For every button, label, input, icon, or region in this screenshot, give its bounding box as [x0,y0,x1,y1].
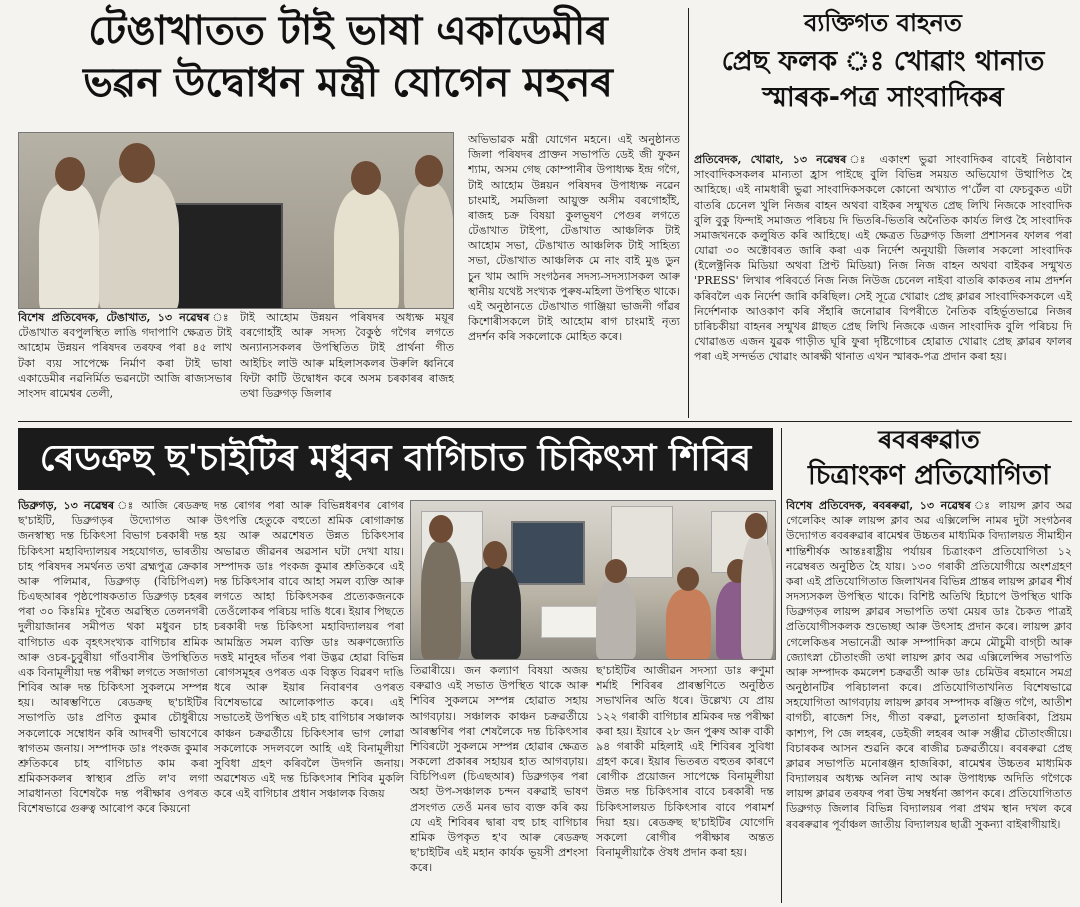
right-story-dateline: প্ৰতিবেদক, খোৱাং, ১৩ নৱেম্বৰ [694,153,847,166]
red-cross-col3-text: তিৱাৰীয়ে। জন কল্যাণ বিষয়া অজয় বৰুৱাও এই সভাত উপস্থিত থাকে আৰু শিবিৰ সুকলমে সম্পন্ন হোৱাত সহায় আগবঢ়ায়। সঞ্চালক কাঞ্চন চক্ৰৱৰ্তীয়ে আৰম্ভণিৰ পৰা শেষলৈকে দন্ত চিকিৎসাৰ শিবিৰটো সুকলমে সম্পন্ন হোৱাৰ ক্ষেত্ৰত সকলো প্ৰকাৰৰ সহায়ৰ হাত আগবঢ়ায়। বিচিপিএল (চিএছআৰ) ডিব্ৰুগড়ৰ পৰা অহা উপ-সঞ্চালক চন্দন বৰুৱাই ভাষণ প্ৰসংগত তেওঁ মনৰ ভাব ব্যক্ত কৰি কয় যে এই শিবিৰৰ দ্বাৰা বহু চাহ বাগিচাৰ শ্ৰমিক উপকৃত হ'ব আৰু ৰেডক্ৰছ ছ'চাইটিৰ এই মহান কাৰ্যক ভূয়সী প্ৰশংসা কৰে। [410,664,588,875]
red-cross-col2-text: দন্ত ৰোগৰ পৰা আৰু বিভিন্নধৰণৰ ৰোগৰ উৎপত্তি হেতুকে বহুতো শ্ৰমিক ৰোগাক্ৰান্ত হয় আৰু অৱশেষত উন্নত চিকিৎসাৰ অভাৱত জীৱনৰ অৱসান ঘটা দেখা যায়। সম্পাদক ডাঃ পংকজ কুমাৰ শ্ৰুতিকৰে এই দন্ত চিকিৎসাৰ বাবে আহা সমল ব্যক্তি আৰু লগতে আহা চিকিৎসকৰ প্ৰত্যেকজনকে তেওঁলোকৰ পৰিচয় দাঙি ধৰে। ইয়াৰ পিছতে চৰকাৰী দন্ত চিকিৎসা মহাবিদ্যালয়ৰ পৰা আমন্ত্ৰিত সমল ব্যক্তি ডাঃ অৰুণজ্যোতি দত্তই মানুহৰ দাঁতৰ পৰা উদ্ভৱ হোৱা বিভিন্ন ৰোগসমূহৰ ওপৰত এক বিস্তৃত বিৱৰণ দাঙি ধৰে আৰু ইয়াৰ নিবাৰণৰ ওপৰত বিশেষভাৱে আলোকপাত কৰে। এই সভাতেই উপস্থিত এই চাহ বাগিচাৰ সঞ্চালক কাঞ্চন চক্ৰৱৰ্তীয়ে চিকিৎসাৰ ভাগ লোৱা সকলোকে সদলবলে আহি এই বিনামূলীয়া সুবিধা গ্ৰহণ কৰিবলৈ উদগনি জনায়। অৱশেষত এই দন্ত চিকিৎসাৰ শিবিৰ মুকলি কৰে এই বাগিচাৰ প্ৰধান সঞ্চালক বিজয় [214,499,404,801]
red-cross-col4 [596,663,774,903]
drawing-story-text: ঃ লায়ন্স ক্লাব অৱ গেলেকিং আৰু লায়ন্স ক্লাব অৱ এক্সিলেন্সি নামৰ দুটা সংগঠনৰ উদ্যোগত ৰবৰৰুৱাৰ ৰামেশ্বৰ উচ্চতৰ মাধ্যমিক বিদ্যালয়ত সীমাহীন শান্তিশীৰ্ষক আন্তঃৰাষ্ট্ৰীয় পৰ্যায়ৰ চিত্ৰাংকণ প্ৰতিযোগিতা ১২ নৱেম্বৰত অনুষ্ঠিত হৈ যায়। ১৩০ গৰাকী প্ৰতিযোগীয়ে অংশগ্ৰহণ কৰা এই প্ৰতিযোগিতাত জিলাখনৰ বিভিন্ন প্ৰান্তৰ লায়ন্স ক্লাৱৰ শীৰ্ষ সদস্যসকল উপস্থিত থাকে। বিশিষ্ট অতিথি হিচাপে উপস্থিত থাকি ডিব্ৰুগড়ৰ লায়ন্স ক্লাৱৰ সভাপতি তথা মেয়ৰ ডাঃ চৈকত পাত্ৰই প্ৰতিযোগীসকলক শুভেচ্ছা আৰু উৎসাহ প্ৰদান কৰে। লায়ন্স ক্লাব গেলেকিঙৰ সভানেত্ৰী আৰু সম্পাদিকা ক্ৰমে মৌচুমী বাগ্চী আৰু জ্যোৎস্না চৌতাংজী তথা লায়ন্স ক্লাব অৱ এক্সিলেন্সিৰ সভাপতি আৰু সম্পাদক কমলেশ চক্ৰৱৰ্তী আৰু ডাঃ চেমিউৰ ৰহমানে সমগ্ৰ অনুষ্ঠানটিৰ পৰিচালনা কৰে। প্ৰতিযোগিতাখনিত বিশেষভাৱে সহযোগিতা আগবঢ়ায় লায়ন্স ক্লাবৰ সম্পাদক ৰঞ্জিত গগৈ, আতীশ বাগচী, ৰাজেশ সিং, গীতা বৰুৱা, চুলতানা হাজৰিকা, প্ৰিয়ম কাশ্যপ, পি জে লহৰৰ, ডেইজী লহৰৰ আৰু সঞ্জীৱ চৌতাংজীয়ে। বিচাৰকৰ আসন শুৱনি কৰে ৰাজীৱ চক্ৰৱৰ্তীয়ে। ৰবৰৰুৱা প্ৰেছ ক্লাৱৰ সভাপতি মনোৰঞ্জন হাজৰিকা, ৰামেশ্বৰ উচ্চতৰ মাধ্যমিক বিদ্যালয়ৰ অধ্যক্ষ অনিল নাথ আৰু উপাধ্যক্ষ অদিতি গগৈকে লায়ন্স ক্লাৱৰ তৰফৰ পৰা উষ্ম সম্বৰ্ধনা জ্ঞাপন কৰে। প্ৰতিযোগিতাত ডিব্ৰুগড় জিলাৰ বিভিন্ন বিদ্যালয়ৰ পৰা প্ৰথম স্থান দখল কৰে ৰবৰৰুৱাৰ পূৰ্বাঞ্চল জাতীয় বিদ্যালয়ৰ ছাত্ৰী সুকন্যা বাইৰাগীয়াই। [786,499,1072,831]
drawing-headline-line1: ৰবৰৰুৱাত [878,425,980,454]
red-cross-headline: ৰেডক্ৰছ ছ'চাইটিৰ মধুবন বাগিচাত চিকিৎসা শিবিৰ [18,428,773,490]
red-cross-col1 [18,498,208,903]
top-story-col2 [240,310,454,418]
section-divider [18,421,1072,422]
right-story-body [694,152,1072,418]
column-divider-lower [781,428,782,903]
drawing-story-body [786,498,1072,903]
top-story-col1-text: টেঙাখাত ৰবপুলস্থিত লাঙি গদাপাণি ক্ষেত্ৰত টাই আহোম উন্নয়ন পৰিষদৰ তৰফৰ পৰা ৪৫ লাখ টকা ব্যয় সাপেক্ষে নিৰ্মাণ কৰা টাই ভাষা একাডেমীৰ নৱনিৰ্মিত ভৱনটো আজি ৰাজ্যসভাৰ সাংসদ ৰামেশ্বৰ তেলী, [18,326,232,400]
red-cross-photo [410,500,776,660]
top-story-col1 [18,310,232,418]
column-divider [688,8,689,418]
right-headline-line2: প্ৰেছ ফলক ঃ খোৱাং থানাত [721,46,1045,77]
top-story-col2-text: টাই আহোম উন্নয়ন পৰিষদৰ অধ্যক্ষ ময়ূৰ বৰগোহাঁই আৰু সদস্য বৈকুণ্ঠ গগৈৰ লগতে অন্যান্যসকলৰ উপস্থিতিত টাই প্ৰাৰ্থনা গীত আইচিং লাউ আৰু মহিলাসকলৰ উৰুলি ধ্বনিৰে ফিটা কাটি উদ্বোধন কৰে অসম চৰকাৰৰ ৰাজহ তথা ডিব্ৰুগড় জিলাৰ [240,311,454,400]
top-story-photo [18,132,454,309]
red-cross-col4-text: ছ'চাইটিৰ আজীৱন সদস্যা ডাঃ ৰুণুমা শৰ্মাই শিবিৰৰ প্ৰাৰম্ভণিতে অনুষ্ঠিত সভাখনিৰ অতি ধৰে। উল্লেখ্য যে প্ৰায় ১২২ গৰাকী বাগিচাৰ শ্ৰমিকৰ দন্ত পৰীক্ষা কৰা হয়। ইয়াৰে ২৮ জন পুৰুষ আৰু বাকী ৯৪ গৰাকী মহিলাই এই শিবিৰৰ সুবিধা গ্ৰহণ কৰে। ইয়াৰ ভিতৰত বহুতৰ কাৰণে ৰোগীক প্ৰয়োজন সাপেক্ষে বিনামূলীয়া উন্নত দন্ত চিকিৎসাৰ বাবে চৰকাৰী দন্ত চিকিৎসালয়ত চিকিৎসাৰ বাবে পৰামৰ্শ দিয়া হয়। ৰেডক্ৰছ ছ'চাইটিৰ যোগেদি সকলো ৰোগীৰ পৰীক্ষাৰ অন্তত বিনামূলীয়াকৈ ঔষধ প্ৰদান কৰা হয়। [596,664,774,860]
top-headline [18,8,678,112]
drawing-headline [786,426,1072,498]
red-cross-col2 [214,498,404,903]
top-headline-line2: ভৱন উদ্বোধন মন্ত্ৰী যোগেন মহনৰ [83,60,613,106]
drawing-headline-line2: চিত্ৰাংকণ প্ৰতিযোগিতা [807,460,1051,491]
drawing-dateline: বিশেষ প্ৰতিবেদক, ৰবৰৰুৱা, ১৩ নৱেম্বৰ [786,499,971,512]
top-story-col3-text: অভিভাৱক মন্ত্ৰী যোগেন মহনে। এই অনুষ্ঠানত জিলা পৰিষদৰ প্ৰাক্তন সভাপতি ডেই জী ফুকন শ্যাম, অসম গেছ কোম্পানীৰ উপাধ্যক্ষ ইন্দ্ৰ গগৈ, টাই আহোম উন্নয়ন পৰিষদৰ উপাধ্যক্ষ নৱেন চাংমাই, সমজিলা আয়ুক্ত অসীম বৰগোহাঁই, ৰাজহ চক্ৰ বিষয়া কুলভূষণ পেগুৰ লগতে টেঙাখাত টাইপা, টেঙাখাত আঞ্চলিক টাই আহোম সভা, টেঙাখাত আঞ্চলিক টাই সাহিত্য সভা, টেঙাখাত আঞ্চলিক মে নাং বাই মুঙ ডুন চুন খাম আদি সংগঠনৰ সদস্য-সদস্যাসকল আৰু স্থানীয় যথেষ্ট সংখ্যক পুৰুষ-মহিলা উপস্থিত থাকে। এই অনুষ্ঠানতে টেঙাখাত গাঞ্জিয়া ভাজনী গাঁৱৰ কিশোৰীসকলে টাই আহোম ৰাগ চাংমাই নৃত্য প্ৰদৰ্শন কৰি সকলোকে মোহিত কৰে। [468,133,680,344]
right-headline-line1: ব্যক্তিগত বাহনত [804,9,962,37]
red-cross-dateline: ডিব্ৰুগড়, ১৩ নৱেম্বৰ [18,499,115,512]
top-story-dateline: বিশেষ প্ৰতিবেদক, টেঙাখাত, ১৩ নৱেম্বৰ [18,311,210,324]
red-cross-col1-text: ঃ আজি ৰেডক্ৰছ ছ'চাইটি, ডিব্ৰুগড়ৰ উদ্যোগত আৰু জনস্বাস্থ্য দন্ত চিকিৎসা বিভাগ চৰকাৰী দন্ত চিকিৎসা মহাবিদ্যালয়ৰ সহযোগত, ভাৰতীয় চাহ পৰিষদৰ সমৰ্থনত তথা ব্ৰহ্মপুত্ৰ ক্ৰেকাৰ আৰু পলিমাৰ, ডিব্ৰুগড় (বিচিপিএল) চিএছআৰৰ পৃষ্ঠপোষকতাত ডিব্ৰুগড় চহৰৰ পৰা ৩০ কিঃমিঃ দূৰৈত অৱস্থিত তেলনগৰী দুলীয়াজানৰ সমীপত থকা মধুবন চাহ বাগিচাত এক বৃহৎসংখ্যক বাগিচাৰ শ্ৰমিক আৰু ওচৰ-চুবুৰীয়া গাঁওবাসীৰ উপস্থিতিত এক বিনামূলীয়া দন্ত পৰীক্ষা লগতে সজাগতা শিবিৰ আৰু দন্ত চিকিৎসা সুকলমে সম্পন্ন হয়। আৰম্ভণিতে ৰেডক্ৰছ ছ'চাইটিৰ সভাপতি ডাঃ প্ৰণিত কুমাৰ চৌধুৰীয়ে সকলোকে সম্বোধন কৰি আদৰণী ভাষণেৰে স্বাগতম জনায়। সম্পাদক ডাঃ পংকজ কুমাৰ শ্ৰুতিকৰে চাহ বাগিচাত কাম কৰা শ্ৰমিকসকলৰ স্বাস্থ্যৰ প্ৰতি ল'ব লগা সাৱধানতা বিশেষকৈ দন্ত পৰীক্ষাৰ ওপৰত বিশেষভাৱে গুৰুত্ব আৰোপ কৰে কিয়নো [18,499,208,816]
plaque [169,203,283,309]
right-headline-line3: স্মাৰক-পত্ৰ সাংবাদিকৰ [762,82,1004,113]
top-story-col3 [468,132,680,418]
top-headline-line1: টেঙাখাতত টাই ভাষা একাডেমীৰ [88,8,608,54]
right-headline [694,10,1072,118]
red-cross-col3 [410,663,588,903]
right-story-text: ঃ একাংশ ভুৱা সাংবাদিকৰ বাবেই নিষ্ঠাবান সাংবাদিকসকলৰ মান্যতা হ্ৰাস পাইছে বুলি বিভিন্ন সময়ত অভিযোগ উত্থাপিত হৈ আহিছে। এই নামধাৰী ভুৱা সাংবাদিকসকলে কোনো অখ্যাত প'ৰ্টেল বা ফেচবুকত এটা বাতৰি চেনেল খুলি নিজৰ বাহন অথবা বাইকৰ সন্মুখত প্ৰেছ লিখি নিজকে সাংবাদিক বুলি বুকু ফিন্দাই সমাজত পৰিচয় দি ভিতৰি-ভিতৰি অনৈতিক কাৰ্যত লিপ্ত হৈ সাংবাদিক সমাজখনকে কলুষিত কৰি আহিছে। এই ক্ষেত্ৰত ডিব্ৰুগড় জিলা প্ৰশাসনৰ ফালৰ পৰা যোৱা ৩০ অক্টোবৰত জাৰি কৰা এক নিৰ্দেশ অনুযায়ী জিলাৰ সকলো সাংবাদিক (ইলেক্ট্ৰনিক মিডিয়া অথবা প্ৰিণ্ট মিডিয়া) নিজ নিজ বাহন অথবা বাইকৰ সন্মুখত 'PRESS' লিখাৰ পৰিবৰ্তে নিজ নিজ নিউজ চেনেল নাইবা বাতৰি কাকতৰ নাম প্ৰদৰ্শন কৰিবলৈ এক নিৰ্দেশ জাৰি কৰিছিল। সেই সূত্ৰে খোৱাং প্ৰেছ ক্লাৱৰ সাংবাদিকসকলে এই নিৰ্দেশনাক আওকাণ কৰি সঁহাৰি জনোৱাৰ বিপৰীতে নৈতিক বহিৰ্ভূতভাৱে নিজৰ চাৰিচকীয়া বাহনৰ সন্মুখৰ গ্লাছত প্ৰেছ লিখি নিজকে এজন সাংবাদিক বুলি পৰিচয় দি খোৱাঙত এজন যুৱক গাড়ীত ঘূৰি ফুৰা দৃষ্টিগোচৰ হোৱাত খোৱাং প্ৰেছ ক্লাৱৰ ফালৰ পৰা এই সন্দৰ্ভত খোৱাং আৰক্ষী থানাত এখন স্মাৰক-পত্ৰ প্ৰদান কৰা হয়। [694,153,1072,364]
